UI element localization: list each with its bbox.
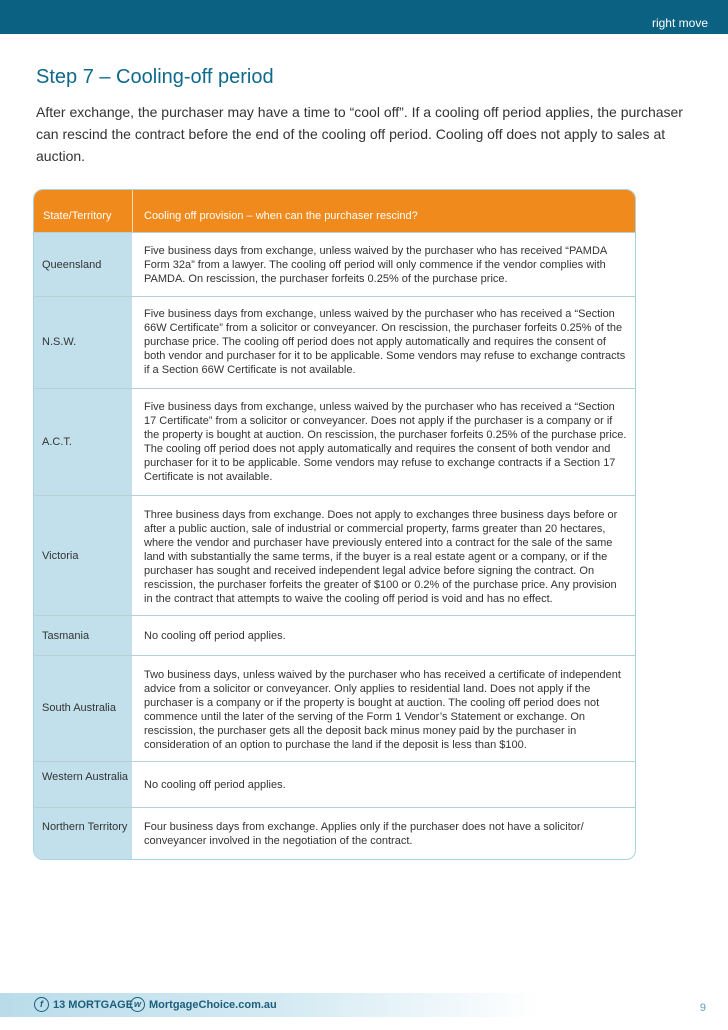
web-icon: w [130, 997, 145, 1012]
state-cell: A.C.T. [42, 436, 72, 448]
state-cell: Tasmania [42, 630, 90, 642]
provision-cell: Five business days from exchange, unless waived by the purchaser who has received a “Section 17 Certificate” from a solicitor or conveyancer. Does not apply if the purchaser is a company or if the property is bought at auction. On rescission, the purchaser forfeits 0.25% of the purchase price. The cooling off period does not apply automatically and requires the consent of both vendor and purchaser for it to be applicable. Some vendors may refuse to exchange contracts if a Section 17 Certificate is not available. [144, 401, 627, 483]
provision-cell: No cooling off period applies. [144, 630, 286, 642]
state-cell: N.S.W. [42, 336, 77, 348]
table-row [34, 615, 635, 656]
row-divider [132, 389, 133, 496]
phone-contact [34, 997, 133, 1012]
row-divider [132, 233, 133, 297]
phone-icon: f [34, 997, 49, 1012]
table-row [34, 807, 635, 860]
row-divider [132, 297, 133, 389]
provision-cell: Five business days from exchange, unless waived by the purchaser who has received “PAMDA Form 32a” from a lawyer. The cooling off period will only commence if the vendor complies with PAMDA. On rescission, the purchaser forfeits 0.25% of the purchase price. [144, 245, 607, 285]
phone-label: 13 MORTGAGE [53, 998, 134, 1011]
provision-cell: Four business days from exchange. Applies only if the purchaser does not have a solicitor/ conveyancer involved in the negotiation of the contract. [144, 821, 584, 847]
table-row [34, 296, 635, 389]
state-cell: Western Australia [42, 771, 129, 783]
intro-paragraph: After exchange, the purchaser may have a time to “cool off”. If a cooling off period applies, the purchaser can rescind the contract before the end of the cooling off period. Cooling off does not apply to sales at auction. [36, 104, 683, 164]
row-divider [132, 808, 133, 860]
row-divider [132, 656, 133, 762]
top-bar [0, 0, 728, 34]
provision-column-header: Cooling off provision – when can the purchaser rescind? [144, 210, 418, 222]
provision-cell: Three business days from exchange. Does not apply to exchanges three business days before or after a public auction, sale of industrial or commercial property, farms greater than 20 hectares, where the vendor and purchaser have previously entered into a contract for the sale of the same land with substantially the same terms, if the buyer is a real estate agent or a company, or if the purchaser has sought and received independent legal advice before signing the contract. On rescission, the purchaser forfeits the greater of $100 or 0.2% of the purchase price. Any provision in the contract that attempts to waive the cooling off period is void and has no effect. [144, 509, 618, 605]
table-row [34, 388, 635, 496]
table-row [34, 761, 635, 808]
website-link[interactable]: MortgageChoice.com.au [149, 998, 277, 1011]
table-row [34, 232, 635, 297]
state-cell: Queensland [42, 259, 102, 271]
state-cell: South Australia [42, 702, 116, 714]
provision-cell: Five business days from exchange, unless waived by the purchaser who has received a “Section 66W Certificate” from a solicitor or conveyancer. On rescission, the purchaser forfeits 0.25% of the purchase price. The cooling off period does not apply automatically and requires the consent of both vendor and purchaser for it to be applicable. Some vendors may refuse to exchange contracts if a Section 66W Certificate is not available. [144, 308, 626, 376]
row-divider [132, 496, 133, 616]
table-row [34, 495, 635, 616]
state-column-header: State/Territory [43, 210, 112, 222]
state-cell: Northern Territory [42, 821, 128, 833]
cooling-off-table [33, 189, 636, 860]
state-cell: Victoria [42, 550, 79, 562]
website-contact[interactable] [130, 997, 277, 1012]
header-divider [132, 190, 133, 232]
row-divider [132, 616, 133, 656]
provision-cell: Two business days, unless waived by the purchaser who has received a certificate of independent advice from a solicitor or conveyancer. Only applies to residential land. Does not apply if the purchaser is a company or if the property is bought at auction. The cooling off period does not commence until the later of the serving of the Form 1 Vendor’s Statement or exchange. On rescission, the purchaser gets all the deposit back minus money paid by the purchaser in consideration of an option to purchase the land if the deposit is less than $100. [144, 669, 621, 751]
page-title: Step 7 – Cooling-off period [36, 66, 274, 88]
table-row [34, 655, 635, 762]
brand-label: right move [651, 16, 708, 30]
provision-cell: No cooling off period applies. [144, 779, 286, 791]
table-header [34, 190, 635, 232]
page-number: 9 [699, 1002, 706, 1014]
row-divider [132, 762, 133, 808]
